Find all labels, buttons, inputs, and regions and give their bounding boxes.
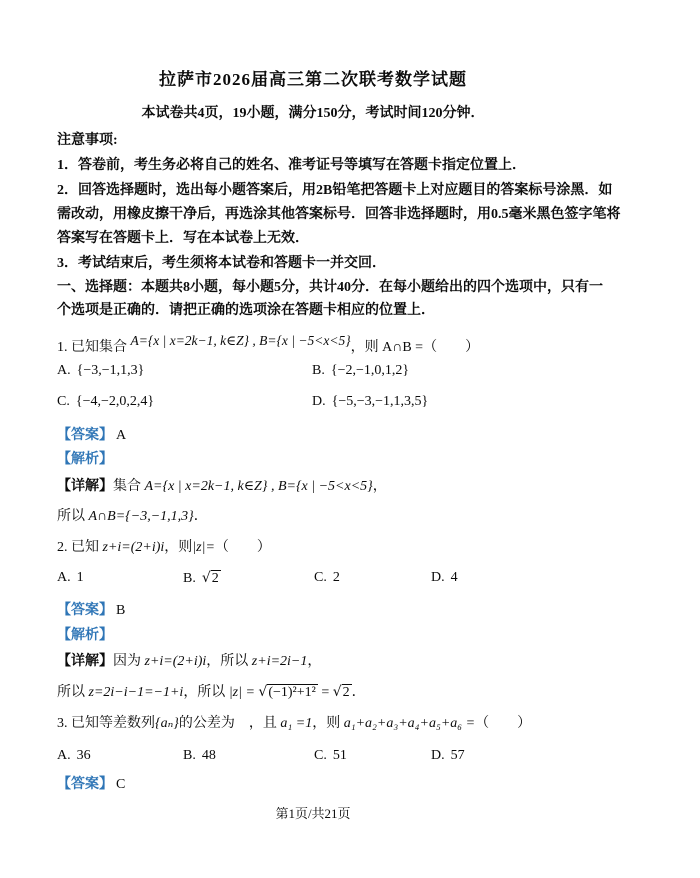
sqrt-sign: √ [258,684,268,700]
sqrt-radical [333,685,352,700]
q1-detail-formula: A={x | x=2k−1, k∈Z} , B={x | −5<x<5} [144,479,373,494]
q2-detail-formula-2: z+i=2i−1 [251,654,308,669]
q2-option-a [57,570,84,586]
q1-option-d [312,394,428,410]
q3-option-b [183,748,216,764]
q2-option-c-value: 2 [332,570,340,585]
q3-option-d-label: D. [431,748,445,763]
q1-stem-formula: A={x | x=2k−1, k∈Z} , B={x | −5<x<5} [130,333,351,348]
q3-options-row [57,748,617,770]
q1-option-b-value: {−2,−1,0,1,2} [330,363,410,378]
notice-line-5: 3．考试结束后，考生须将本试卷和答题卡一并交回． [57,256,386,271]
q2-option-b [183,570,221,587]
page-subtitle: 本试卷共4页，19小题，满分150分，考试时间120分钟． [141,106,485,121]
q2-option-c [314,570,340,586]
q3-option-c [314,748,347,764]
answer-tag: 【答案】 [57,428,113,443]
notice-line-1: 1．答卷前，考生务必将自己的姓名、准考证号等填写在答题卡指定位置上． [57,158,526,173]
q2-option-b-label: B. [183,571,196,586]
q1-option-c [57,394,154,410]
q1-detail-line-1 [57,477,617,497]
q2-detail-line-2 [57,682,617,703]
sqrt-sign: √ [332,684,342,700]
q2-option-b-value: 2 [211,571,219,586]
q2-conclusion-text-1: 所以 [57,685,89,700]
q2-analysis-line [57,626,617,646]
q1-option-a-label: A. [57,363,71,378]
analysis-tag: 【解析】 [57,628,113,643]
q1-conclusion-formula: A∩B={−3,−1,1,3} [88,509,194,524]
q1-option-a-value: {−3,−1,1,3} [76,363,145,378]
q2-stem [57,538,617,558]
q3-stem-mid-2: ，且 [248,716,281,731]
notice-line-2: 2．回答选择题时，选出每小题答案后，用2B铅笔把答题卡上对应题目的答案标号涂黑．如 [57,183,613,198]
q1-stem-tail: ，则 A∩B =（ ） [350,340,480,355]
q3-option-a [57,748,91,764]
q2-answer-value: B [116,603,126,618]
q2-conclusion-formula-1: z=2i−i−1=−1+i [88,685,184,700]
answer-tag: 【答案】 [57,603,113,618]
q1-stem-text: 1. 已知集合 [57,340,131,355]
notice-line-4: 答案写在答题卡上．写在本试卷上无效． [57,231,309,246]
q1-analysis-line [57,450,617,470]
q3-stem-text: 3. 已知等差数列 [57,716,155,731]
q2-option-c-label: C. [314,570,327,585]
q2-option-a-value: 1 [76,570,84,585]
q1-option-c-value: {−4,−2,0,2,4} [75,394,155,409]
q1-answer-value: A [116,428,127,443]
q1-option-d-value: {−5,−3,−1,1,3,5} [331,394,429,409]
q1-option-b-label: B. [312,363,325,378]
notice-line-3: 需改动，用橡皮擦干净后，再选涂其他答案标号．回答非选择题时，用0.5毫米黑色签字笔将 [57,207,621,222]
q2-stem-formula-1: z+i=(2+i)i [102,540,165,555]
answer-tag: 【答案】 [57,777,113,792]
notice-heading: 注意事项: [57,133,118,148]
q3-stem-formula-2: a₁ =1 [280,716,313,731]
q3-stem-mid-1: 的公差为 [178,716,235,731]
q2-options-row [57,570,617,592]
detail-tag: 【详解】 [57,654,113,669]
analysis-tag: 【解析】 [57,452,113,467]
q2-stem-tail: （ ） [214,540,271,555]
q1-answer-line [57,426,617,446]
q3-stem-formula-1: {aₙ} [155,716,179,731]
q1-detail-line-2 [57,507,617,527]
q1-stem [57,333,617,358]
q1-options-row-1 [57,363,617,385]
q3-stem [57,714,617,734]
q2-option-a-label: A. [57,570,71,585]
q3-answer-line [57,775,617,795]
q3-stem-tail: （ ） [475,716,532,731]
q2-detail-text-1: 因为 [113,654,145,669]
q3-option-b-label: B. [183,748,196,763]
q2-conclusion-text-2: ，所以 [183,685,229,700]
q2-detail-text-2: ，所以 [206,654,252,669]
q2-detail-tail: ， [307,654,322,669]
sqrt-radical [202,571,221,586]
q2-conclusion-formula-2: |z| = [228,685,259,700]
q3-option-c-value: 51 [332,748,347,763]
sqrt-sign: √ [201,570,211,586]
detail-tag: 【详解】 [57,479,113,494]
q1-detail-tail: ， [372,479,387,494]
q2-detail-line-1 [57,652,617,672]
q1-option-b [312,363,409,379]
q3-stem-mid-3: ，则 [312,716,344,731]
q3-stem-formula-3: a₁+a₂+a₃+a₄+a₅+a₆ = [343,716,476,731]
q2-conclusion-tail: ． [351,685,366,700]
q2-radicand-1: (−1)²+1² [268,685,316,700]
q1-option-d-label: D. [312,394,326,409]
page-title: 拉萨市2026届高三第二次联考数学试题 [159,70,467,89]
q1-option-a [57,363,144,379]
section-heading-line-2: 个选项是正确的．请把正确的选项涂在答题卡相应的位置上． [57,303,435,318]
q1-conclusion-text: 所以 [57,509,89,524]
q3-option-d-value: 57 [450,748,465,763]
q2-detail-formula-1: z+i=(2+i)i [144,654,207,669]
q1-options-row-2 [57,394,617,416]
q1-option-c-label: C. [57,394,70,409]
q3-option-c-label: C. [314,748,327,763]
q2-equals: = [317,685,333,700]
section-heading-line-1: 一、选择题：本题共8小题，每小题5分，共计40分．在每小题给出的四个选项中，只有一 [57,280,603,295]
q2-radicand-2: 2 [342,685,350,700]
q2-answer-line [57,601,617,621]
page-footer: 第1页/共21页 [275,806,351,821]
q3-option-d [431,748,465,764]
q2-stem-formula-2: |z|= [192,540,215,555]
q3-answer-value: C [116,777,126,792]
q3-option-a-label: A. [57,748,71,763]
q2-stem-text: 2. 已知 [57,540,103,555]
q2-option-d-label: D. [431,570,445,585]
q3-option-a-value: 36 [76,748,91,763]
q2-stem-mid: ，则 [164,540,193,555]
q1-detail-text: 集合 [113,479,145,494]
sqrt-radical [258,685,317,700]
q3-option-b-value: 48 [201,748,216,763]
q2-option-d-value: 4 [450,570,458,585]
q2-option-d [431,570,458,586]
q3-stem-blank [235,716,249,731]
q1-conclusion-tail: ． [193,509,208,524]
